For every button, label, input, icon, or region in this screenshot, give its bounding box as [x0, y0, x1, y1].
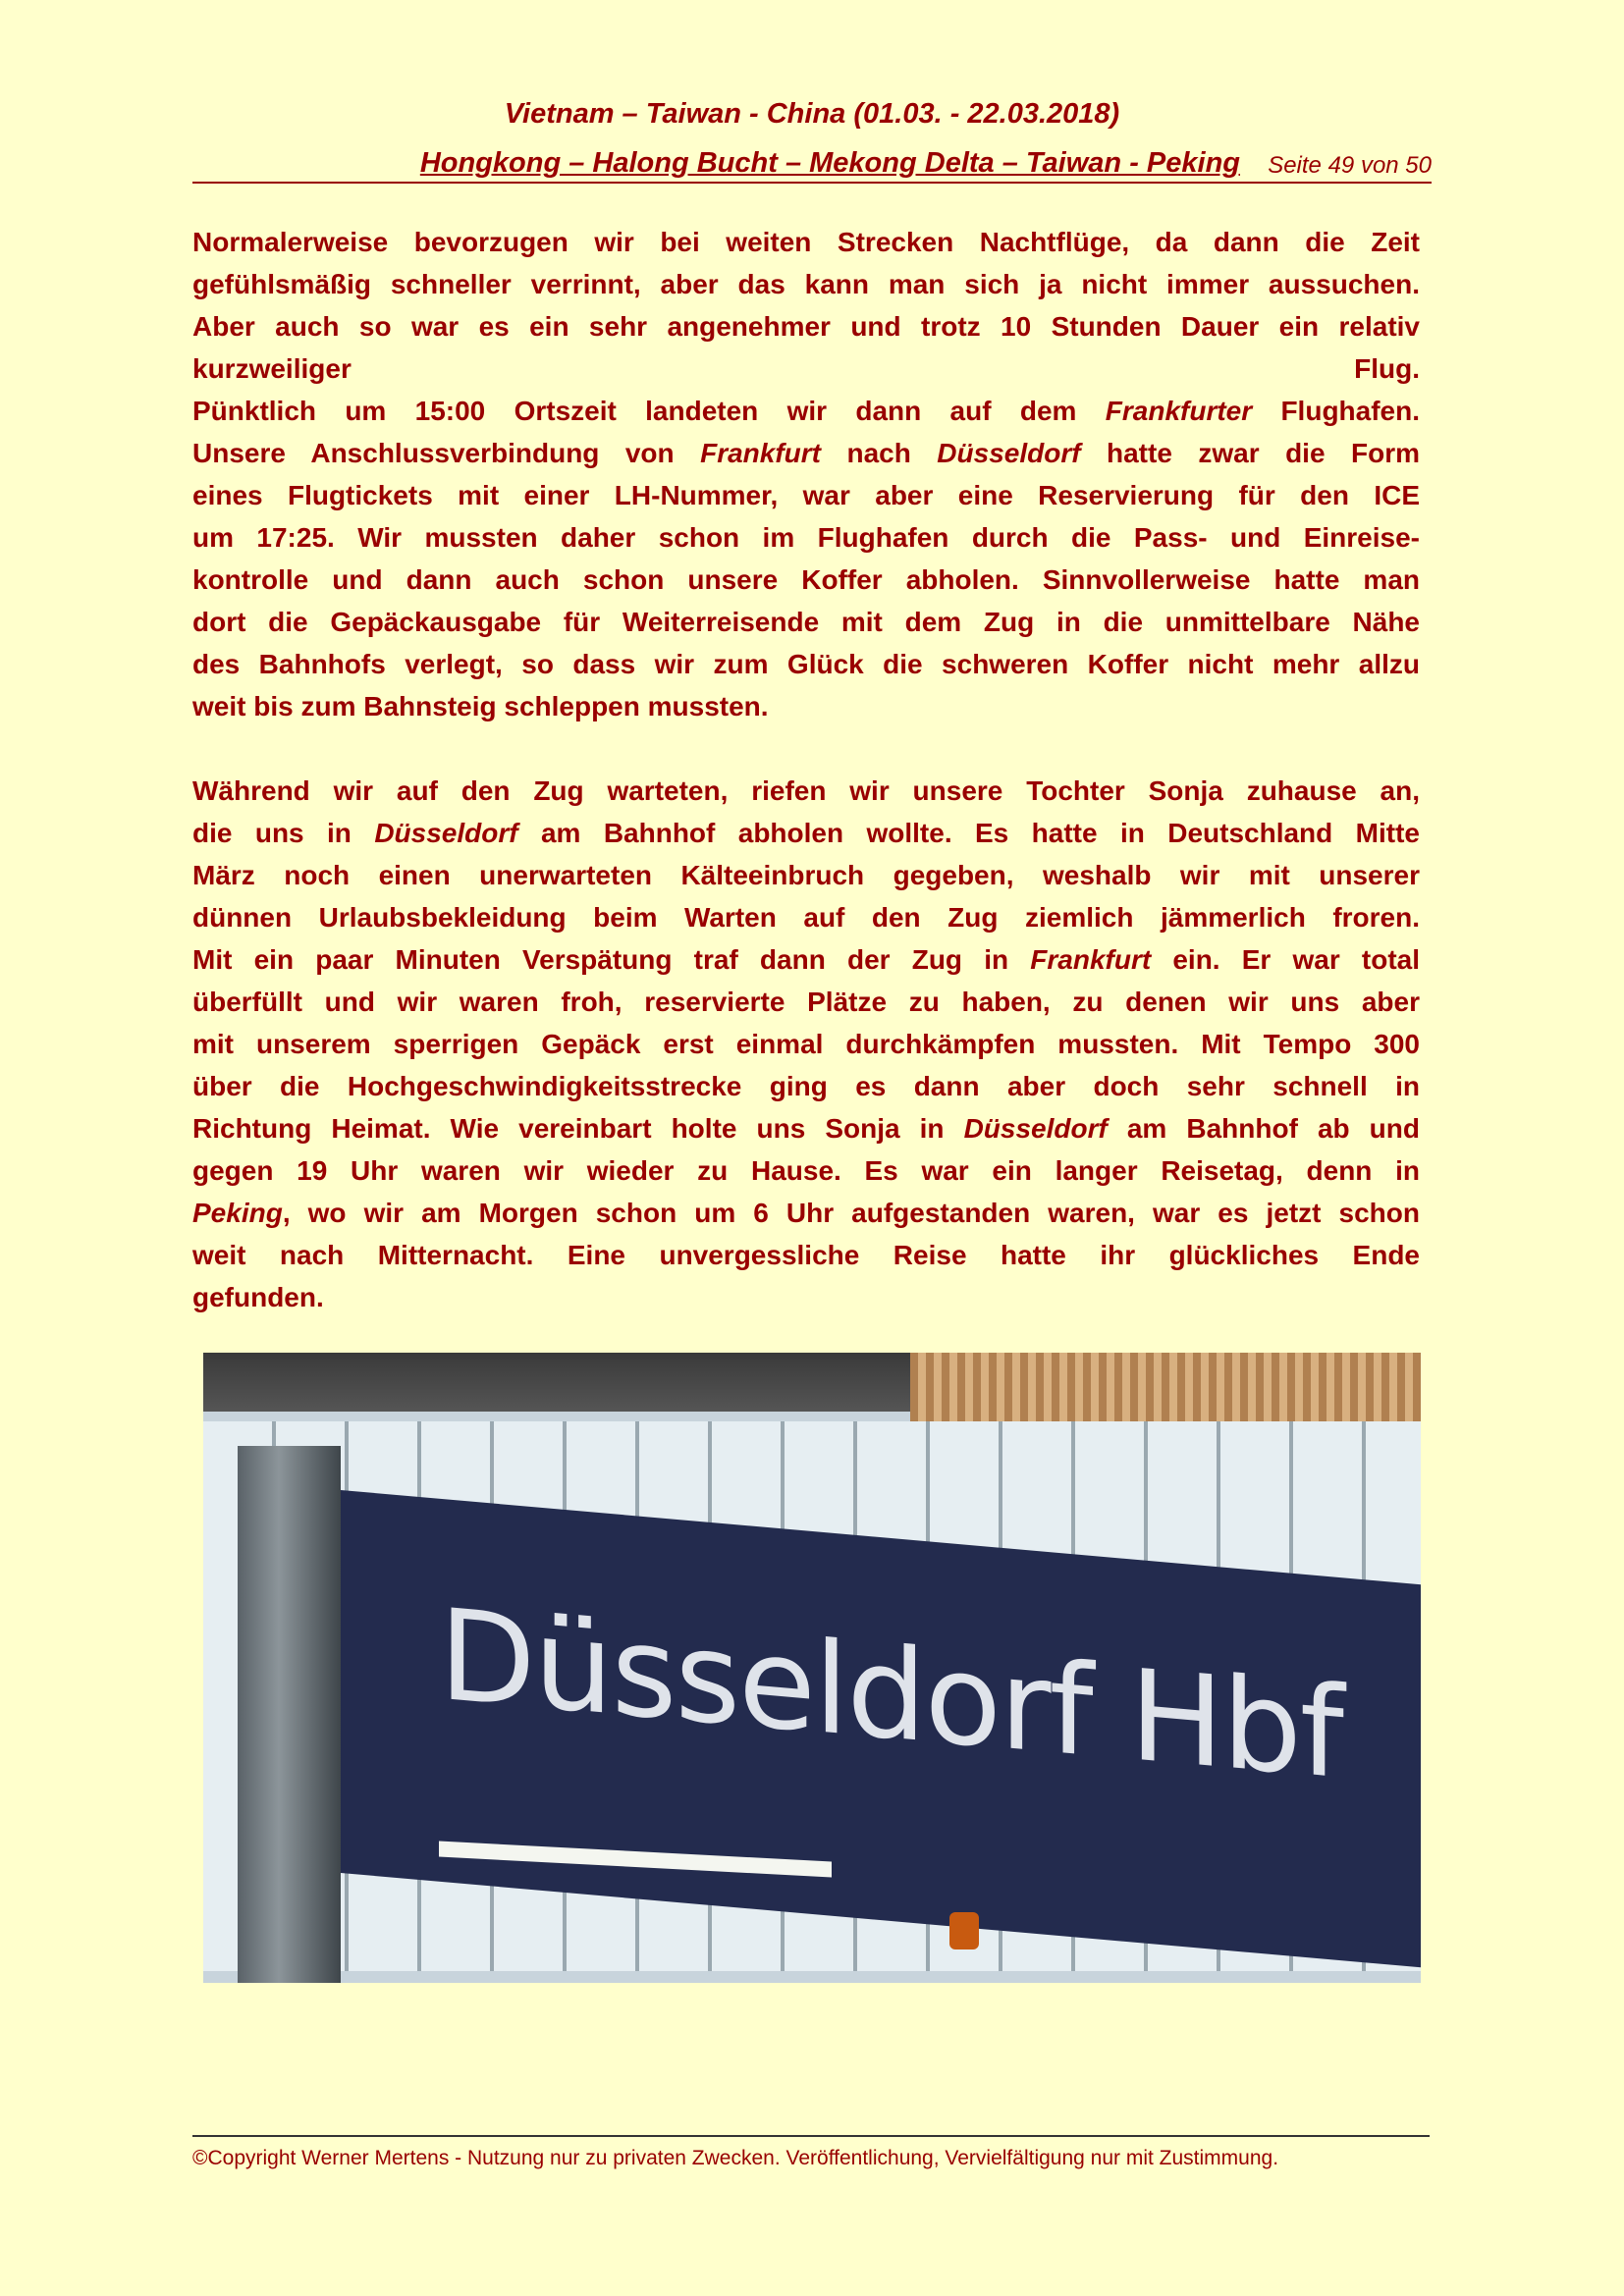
text-line	[192, 1023, 1420, 1065]
text-segment: Pünktlich um 15:00 Ortszeit landeten wir dann auf dem	[192, 396, 1106, 426]
text-segment: nach	[821, 438, 938, 468]
photo-beacon	[949, 1912, 979, 1949]
footer-divider	[192, 2135, 1430, 2137]
text-segment: gefunden.	[192, 1282, 324, 1312]
sign-text: Düsseldorf Hbf	[439, 1581, 1342, 1808]
text-segment: um 17:25. Wir mussten daher schon im Flughafen durch die Pass- und Einreise-	[192, 522, 1420, 553]
text-segment: über die Hochgeschwindigkeitsstrecke ging es dann aber doch sehr schnell in	[192, 1071, 1420, 1101]
header-line	[192, 142, 1432, 184]
place-name: Peking	[192, 1198, 283, 1228]
route-subtitle: Hongkong – Halong Bucht – Mekong Delta – Taiwan - Peking	[419, 147, 1240, 179]
place-name: Frankfurt	[1030, 944, 1152, 975]
text-segment: dort die Gepäckausgabe für Weiterreisende mit dem Zug in die unmittelbare Nähe	[192, 607, 1420, 637]
text-line	[192, 221, 1420, 263]
text-segment: weit bis zum Bahnsteig schleppen mussten.	[192, 691, 769, 721]
text-line	[192, 1065, 1420, 1107]
text-line	[192, 685, 1420, 727]
text-segment: ein. Er war total	[1151, 944, 1420, 975]
text-segment: eines Flugtickets mit einer LH-Nummer, war aber eine Reservierung für den ICE	[192, 480, 1420, 510]
body-text	[192, 221, 1420, 1318]
text-segment: hatte zwar die Form	[1080, 438, 1420, 468]
text-segment: die uns in	[192, 818, 375, 848]
text-line	[192, 390, 1420, 432]
text-segment: gefühlsmäßig schneller verrinnt, aber das kann man sich ja nicht immer aussuchen.	[192, 269, 1420, 299]
text-segment: Während wir auf den Zug warteten, riefen wir unsere Tochter Sonja zuhause an,	[192, 775, 1420, 806]
document-title: Vietnam – Taiwan - China (01.03. - 22.03.2018)	[504, 98, 1120, 130]
photo-sign-post	[238, 1446, 341, 1983]
text-line	[192, 263, 1420, 305]
text-segment: Unsere Anschlussverbindung von	[192, 438, 701, 468]
text-line	[192, 1234, 1420, 1276]
text-line	[192, 516, 1420, 559]
text-segment: Normalerweise bevorzugen wir bei weiten Strecken Nachtflüge, da dann die Zeit	[192, 227, 1420, 257]
text-segment: Richtung Heimat. Wie vereinbart holte uns Sonja in	[192, 1113, 964, 1144]
text-line	[192, 643, 1420, 685]
text-line	[192, 432, 1420, 474]
text-line	[192, 1107, 1420, 1149]
text-line	[192, 559, 1420, 601]
text-segment: überfüllt und wir waren froh, reservierte Plätze zu haben, zu denen wir uns aber	[192, 987, 1420, 1017]
text-segment: am Bahnhof ab und	[1107, 1113, 1420, 1144]
text-segment: des Bahnhofs verlegt, so dass wir zum Glück die schweren Koffer nicht mehr allzu	[192, 649, 1420, 679]
place-name: Frankfurt	[700, 438, 822, 468]
place-name: Düsseldorf	[374, 818, 518, 848]
text-line	[192, 1276, 1420, 1318]
text-segment: weit nach Mitternacht. Eine unvergessliche Reise hatte ihr glückliches Ende	[192, 1240, 1420, 1270]
text-line	[192, 1149, 1420, 1192]
text-segment: Flughafen.	[1252, 396, 1421, 426]
place-name: Düsseldorf	[937, 438, 1081, 468]
text-segment: kontrolle und dann auch schon unsere Koffer abholen. Sinnvollerweise hatte man	[192, 564, 1420, 595]
text-line	[192, 981, 1420, 1023]
text-segment: März noch einen unerwarteten Kälteeinbruch gegeben, weshalb wir mit unserer	[192, 860, 1420, 890]
text-segment: mit unserem sperrigen Gepäck erst einmal durchkämpfen mussten. Mit Tempo 300	[192, 1029, 1420, 1059]
place-name: Düsseldorf	[963, 1113, 1108, 1144]
text-line	[192, 1192, 1420, 1234]
text-line	[192, 770, 1420, 812]
text-line	[192, 474, 1420, 516]
photo-duesseldorf-hbf-sign	[203, 1353, 1421, 1983]
text-segment: Mit ein paar Minuten Verspätung traf dann der Zug in	[192, 944, 1031, 975]
photo-wood-slats	[910, 1353, 1421, 1431]
text-segment: am Bahnhof abholen wollte. Es hatte in Deutschland Mitte	[517, 818, 1420, 848]
text-segment: kurzweiliger Flug.	[192, 353, 1420, 384]
paragraph-gap	[192, 727, 1420, 770]
text-segment: dünnen Urlaubsbekleidung beim Warten auf den Zug ziemlich jämmerlich froren.	[192, 902, 1420, 933]
copyright-notice: ©Copyright Werner Mertens - Nutzung nur zu privaten Zwecken. Veröffentlichung, Vervielfältigung nur mit Zustimmung.	[192, 2147, 1279, 2169]
text-line	[192, 347, 1420, 390]
page-number: Seite 49 von 50	[1268, 152, 1432, 179]
text-segment: , wo wir am Morgen schon um 6 Uhr aufgestanden waren, war es jetzt schon	[282, 1198, 1420, 1228]
text-line	[192, 305, 1420, 347]
text-line	[192, 896, 1420, 938]
text-segment: Aber auch so war es ein sehr angenehmer und trotz 10 Stunden Dauer ein relativ	[192, 311, 1420, 342]
text-segment: gegen 19 Uhr waren wir wieder zu Hause. Es war ein langer Reisetag, denn in	[192, 1155, 1420, 1186]
text-line	[192, 601, 1420, 643]
text-line	[192, 854, 1420, 896]
text-line	[192, 938, 1420, 981]
place-name: Frankfurter	[1105, 396, 1253, 426]
text-line	[192, 812, 1420, 854]
